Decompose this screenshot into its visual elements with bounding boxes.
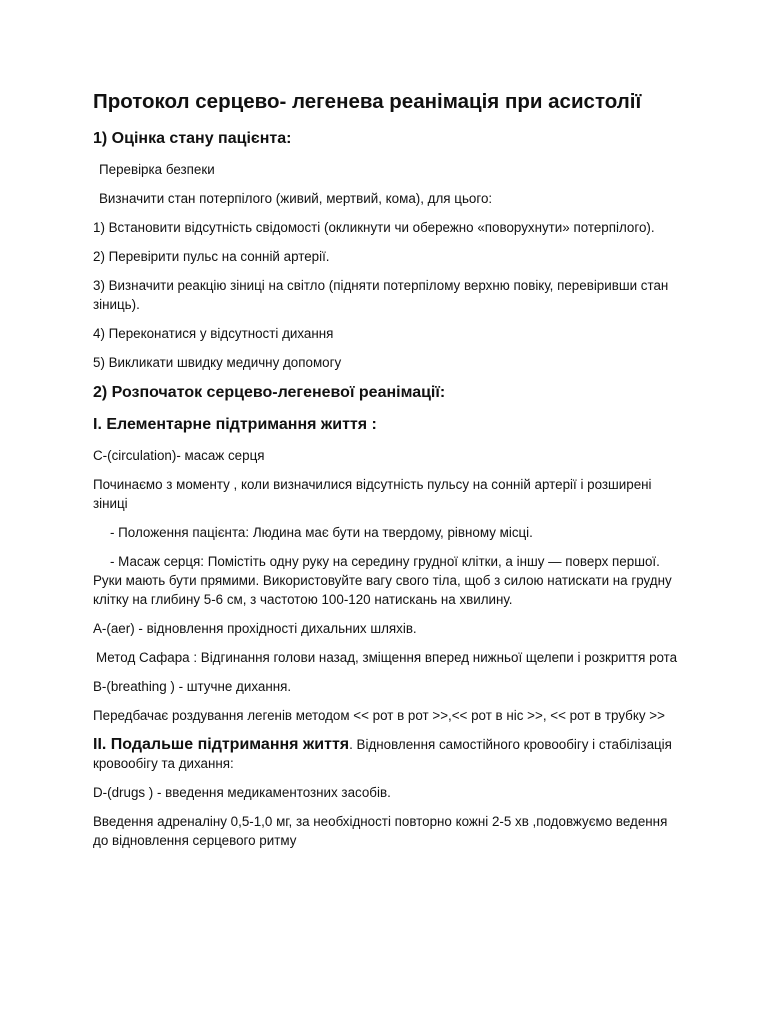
step-2-text: 2) Перевірити пульс на сонній артерії. [93, 249, 330, 264]
section-II-paragraph [93, 735, 683, 773]
circulation-start-text: Починаємо з моменту , коли визначилися відсутність пульсу на сонній артерії і розширені зіниці [93, 477, 652, 511]
section-1-heading: 1) Оцінка стану пацієнта: [93, 130, 292, 147]
section-2-heading: 2) Розпочаток серцево-легеневої реанімації: [93, 384, 446, 401]
airway-line: A-(aer) - відновлення прохідності дихальних шляхів. [93, 621, 417, 636]
determine-state-text: Визначити стан потерпілого (живий, мертвий, кома), для цього: [99, 191, 493, 206]
section-I-heading: I. Елементарне підтримання життя : [93, 416, 377, 433]
step-5-text: 5) Викликати швидку медичну допомогу [93, 355, 342, 370]
safar-method-text: Метод Сафара : Відгинання голови назад, зміщення вперед нижньої щелепи і розкриття рота [96, 650, 678, 665]
step-1-text: 1) Встановити відсутність свідомості (окликнути чи обережно «поворухнути» потерпілого). [93, 220, 655, 235]
step-3-text: 3) Визначити реакцію зіниці на світло (підняти потерпілому верхню повіку, перевіривши стан зіниць). [93, 278, 669, 312]
breathing-description: Передбачає роздування легенів методом << рот в рот >>,<< рот в ніс >>, << рот в трубку >> [93, 708, 665, 723]
breathing-line: B-(breathing ) - штучне дихання. [93, 679, 292, 694]
section-II-text: . Відновлення самостійного кровообігу і стабілізація кровообігу та дихання: [93, 737, 672, 771]
safety-check-text: Перевірка безпеки [99, 162, 215, 177]
heart-massage-content: - Масаж серця: Помістіть одну руку на середину грудної клітки, а іншу — поверх першої. Руки мають бути прямими. Використовуйте вагу свого тіла, щоб з силою натискати на грудну клітку на глибину 5-6 см, з частотою 100-120 натискань на хвилину. [93, 554, 672, 607]
step-4-text: 4) Переконатися у відсутності дихання [93, 326, 334, 341]
document-title: Протокол серцево- легенева реанімація при асистолії [93, 90, 642, 113]
drugs-line: D-(drugs ) - введення медикаментозних засобів. [93, 785, 391, 800]
circulation-line: C-(circulation)- масаж серця [93, 448, 265, 463]
document-page [93, 88, 683, 860]
patient-position-text: - Положення пацієнта: Людина має бути на твердому, рівному місці. [110, 525, 533, 540]
heart-massage-text [93, 552, 683, 609]
section-II-heading: II. Подальше підтримання життя [93, 736, 350, 753]
drugs-description: Введення адреналіну 0,5-1,0 мг, за необхідності повторно кожні 2-5 хв ,подовжуємо ведення до відновлення серцевого ритму [93, 814, 668, 848]
